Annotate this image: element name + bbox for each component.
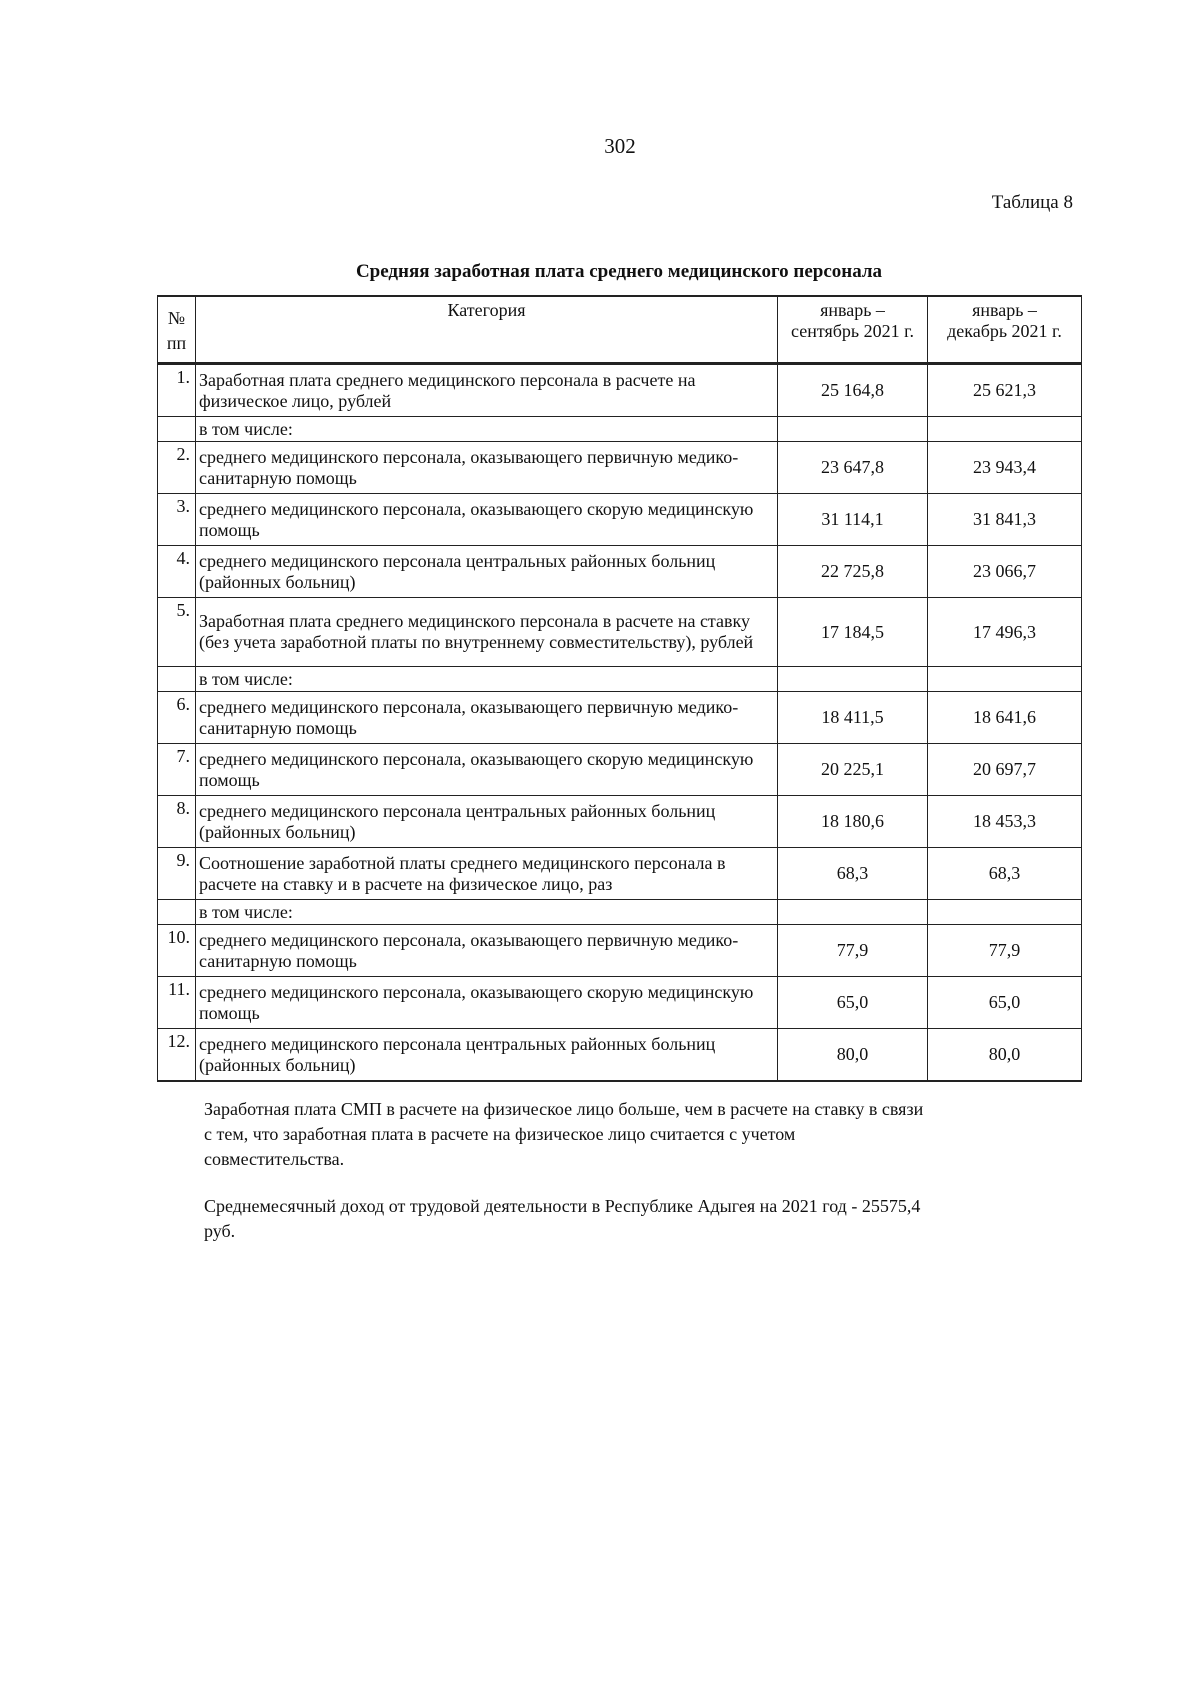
table-row [158,692,1082,744]
header-num [158,296,196,364]
row-category: среднего медицинского персонала, оказывающего скорую медицинскую помощь [196,494,778,546]
row-category: среднего медицинского персонала, оказывающего скорую медицинскую помощь [196,744,778,796]
row-value-jan-dec: 18 453,3 [928,796,1082,848]
row-category: среднего медицинского персонала центральных районных больниц (районных больниц) [196,546,778,598]
row-number [158,417,196,442]
table-row [158,546,1082,598]
row-category: Заработная плата среднего медицинского персонала в расчете на физическое лицо, рублей [196,364,778,417]
table-row [158,848,1082,900]
row-value-jan-sep [778,417,928,442]
row-value-jan-sep: 65,0 [778,977,928,1029]
salary-table [157,295,1082,1082]
note-paragraph-2: Среднемесячный доход от трудовой деятельности в Республике Адыгея на 2021 год - 25575,4 руб. [204,1196,921,1241]
table-row [158,442,1082,494]
table-row [158,744,1082,796]
table-row [158,417,1082,442]
row-value-jan-dec: 80,0 [928,1029,1082,1082]
row-category: среднего медицинского персонала, оказывающего первичную медико-санитарную помощь [196,692,778,744]
row-value-jan-sep: 80,0 [778,1029,928,1082]
row-category: в том числе: [196,667,778,692]
row-value-jan-dec: 20 697,7 [928,744,1082,796]
table-row [158,364,1082,417]
note-paragraph-1: Заработная плата СМП в расчете на физическое лицо больше, чем в расчете на ставку в связи с тем, что заработная плата в расчете на физическое лицо считается с учетом совместительства. [204,1099,924,1169]
row-number: 3. [158,494,196,546]
row-number: 12. [158,1029,196,1082]
row-value-jan-dec [928,900,1082,925]
header-col2-line2: декабрь 2021 г. [947,321,1062,341]
row-value-jan-dec [928,417,1082,442]
row-number: 10. [158,925,196,977]
row-category: Соотношение заработной платы среднего медицинского персонала в расчете на ставку и в расчете на физическое лицо, раз [196,848,778,900]
row-value-jan-dec: 18 641,6 [928,692,1082,744]
header-category: Категория [196,296,778,364]
row-value-jan-sep: 23 647,8 [778,442,928,494]
row-value-jan-sep: 77,9 [778,925,928,977]
row-value-jan-dec: 31 841,3 [928,494,1082,546]
row-value-jan-sep: 18 180,6 [778,796,928,848]
row-number: 9. [158,848,196,900]
row-number: 11. [158,977,196,1029]
row-number [158,667,196,692]
table-row [158,1029,1082,1082]
row-value-jan-dec: 65,0 [928,977,1082,1029]
table-row [158,667,1082,692]
row-category: среднего медицинского персонала центральных районных больниц (районных больниц) [196,1029,778,1082]
row-number: 2. [158,442,196,494]
row-number: 5. [158,598,196,667]
table-row [158,598,1082,667]
row-value-jan-dec [928,667,1082,692]
header-num-line1: № [167,308,186,328]
row-category: среднего медицинского персонала, оказывающего первичную медико-санитарную помощь [196,925,778,977]
table-row [158,925,1082,977]
table-body [158,364,1082,1082]
table-row [158,796,1082,848]
row-category: в том числе: [196,900,778,925]
row-category: в том числе: [196,417,778,442]
header-col2 [928,296,1082,364]
header-num-line2: пп [166,333,187,353]
row-number: 4. [158,546,196,598]
row-category: среднего медицинского персонала, оказывающего скорую медицинскую помощь [196,977,778,1029]
row-number: 6. [158,692,196,744]
row-number: 8. [158,796,196,848]
row-value-jan-dec: 23 943,4 [928,442,1082,494]
page-number: 302 [604,134,636,158]
table-title: Средняя заработная плата среднего медицинского персонала [355,261,883,282]
row-value-jan-sep: 17 184,5 [778,598,928,667]
row-value-jan-sep [778,667,928,692]
table-row [158,494,1082,546]
row-value-jan-dec: 23 066,7 [928,546,1082,598]
row-number [158,900,196,925]
row-value-jan-sep: 31 114,1 [778,494,928,546]
header-col2-line1: январь – [972,300,1037,320]
header-col1 [778,296,928,364]
row-value-jan-dec: 17 496,3 [928,598,1082,667]
row-category: Заработная плата среднего медицинского персонала в расчете на ставку (без учета заработной платы по внутреннему совместительству), рублей [196,598,778,667]
table-header-row [158,296,1082,364]
table-row [158,977,1082,1029]
row-value-jan-sep: 18 411,5 [778,692,928,744]
row-number: 1. [158,364,196,417]
table-row [158,900,1082,925]
row-value-jan-dec: 68,3 [928,848,1082,900]
row-value-jan-sep: 68,3 [778,848,928,900]
row-value-jan-dec: 77,9 [928,925,1082,977]
row-number: 7. [158,744,196,796]
header-col1-line1: январь – [820,300,885,320]
row-category: среднего медицинского персонала, оказывающего первичную медико-санитарную помощь [196,442,778,494]
row-value-jan-sep [778,900,928,925]
row-category: среднего медицинского персонала центральных районных больниц (районных больниц) [196,796,778,848]
row-value-jan-sep: 20 225,1 [778,744,928,796]
row-value-jan-dec: 25 621,3 [928,364,1082,417]
row-value-jan-sep: 22 725,8 [778,546,928,598]
table-label: Таблица 8 [991,192,1073,213]
header-col1-line2: сентябрь 2021 г. [791,321,914,341]
row-value-jan-sep: 25 164,8 [778,364,928,417]
